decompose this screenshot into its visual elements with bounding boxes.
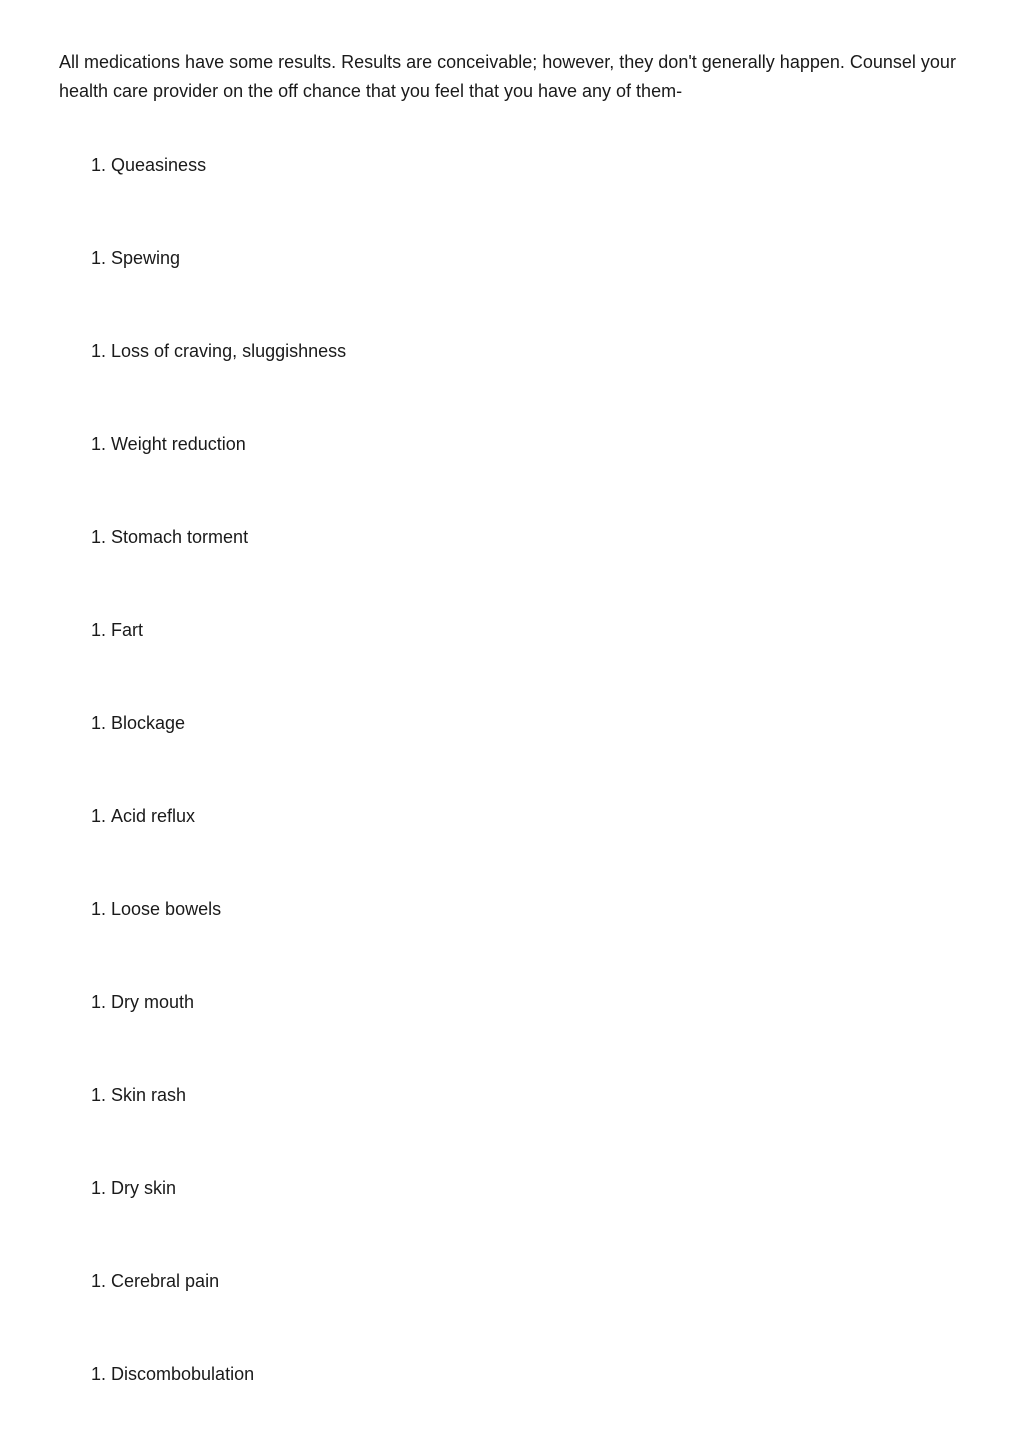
list-item-number: 1. — [91, 341, 107, 361]
list-item-number: 1. — [91, 434, 107, 454]
list-item-text: Loose bowels — [111, 899, 222, 919]
list-item — [91, 1081, 346, 1174]
list-item-number: 1. — [91, 620, 107, 640]
list-item-text: Skin rash — [111, 1085, 187, 1105]
list-item-text: Dry mouth — [111, 992, 195, 1012]
list-item-text: Stomach torment — [111, 527, 249, 547]
list-item-number: 1. — [91, 1271, 107, 1291]
list-item-text: Discombobulation — [111, 1364, 255, 1384]
list-item — [91, 895, 346, 988]
list-item-text: Fart — [111, 620, 144, 640]
list-item — [91, 709, 346, 802]
list-item-number: 1. — [91, 899, 107, 919]
list-item-number: 1. — [91, 1178, 107, 1198]
list-item — [91, 616, 346, 709]
side-effects-list — [91, 151, 346, 1453]
list-item-text: Loss of craving, sluggishness — [111, 341, 347, 361]
list-item-text: Acid reflux — [111, 806, 196, 826]
list-item-text: Blockage — [111, 713, 186, 733]
list-item-text: Weight reduction — [111, 434, 246, 454]
list-item-number: 1. — [91, 248, 107, 268]
list-item — [91, 430, 346, 523]
list-item-number: 1. — [91, 155, 107, 175]
list-item-number: 1. — [91, 1364, 107, 1384]
list-item — [91, 151, 346, 244]
list-item-number: 1. — [91, 713, 107, 733]
list-item — [91, 1360, 346, 1453]
list-item — [91, 523, 346, 616]
list-item-number: 1. — [91, 527, 107, 547]
list-item-number: 1. — [91, 992, 107, 1012]
list-item — [91, 1267, 346, 1360]
list-item — [91, 1174, 346, 1267]
list-item — [91, 988, 346, 1081]
list-item-number: 1. — [91, 806, 107, 826]
list-item-text: Dry skin — [111, 1178, 177, 1198]
list-item-text: Queasiness — [111, 155, 207, 175]
list-item — [91, 802, 346, 895]
list-item — [91, 244, 346, 337]
list-item — [91, 337, 346, 430]
list-item-text: Cerebral pain — [111, 1271, 220, 1291]
list-item-text: Spewing — [111, 248, 181, 268]
list-item-number: 1. — [91, 1085, 107, 1105]
intro-paragraph: All medications have some results. Results are conceivable; however, they don't generally happen. Counsel your health care provider on the off chance that you feel that you have any of them- — [59, 52, 956, 101]
